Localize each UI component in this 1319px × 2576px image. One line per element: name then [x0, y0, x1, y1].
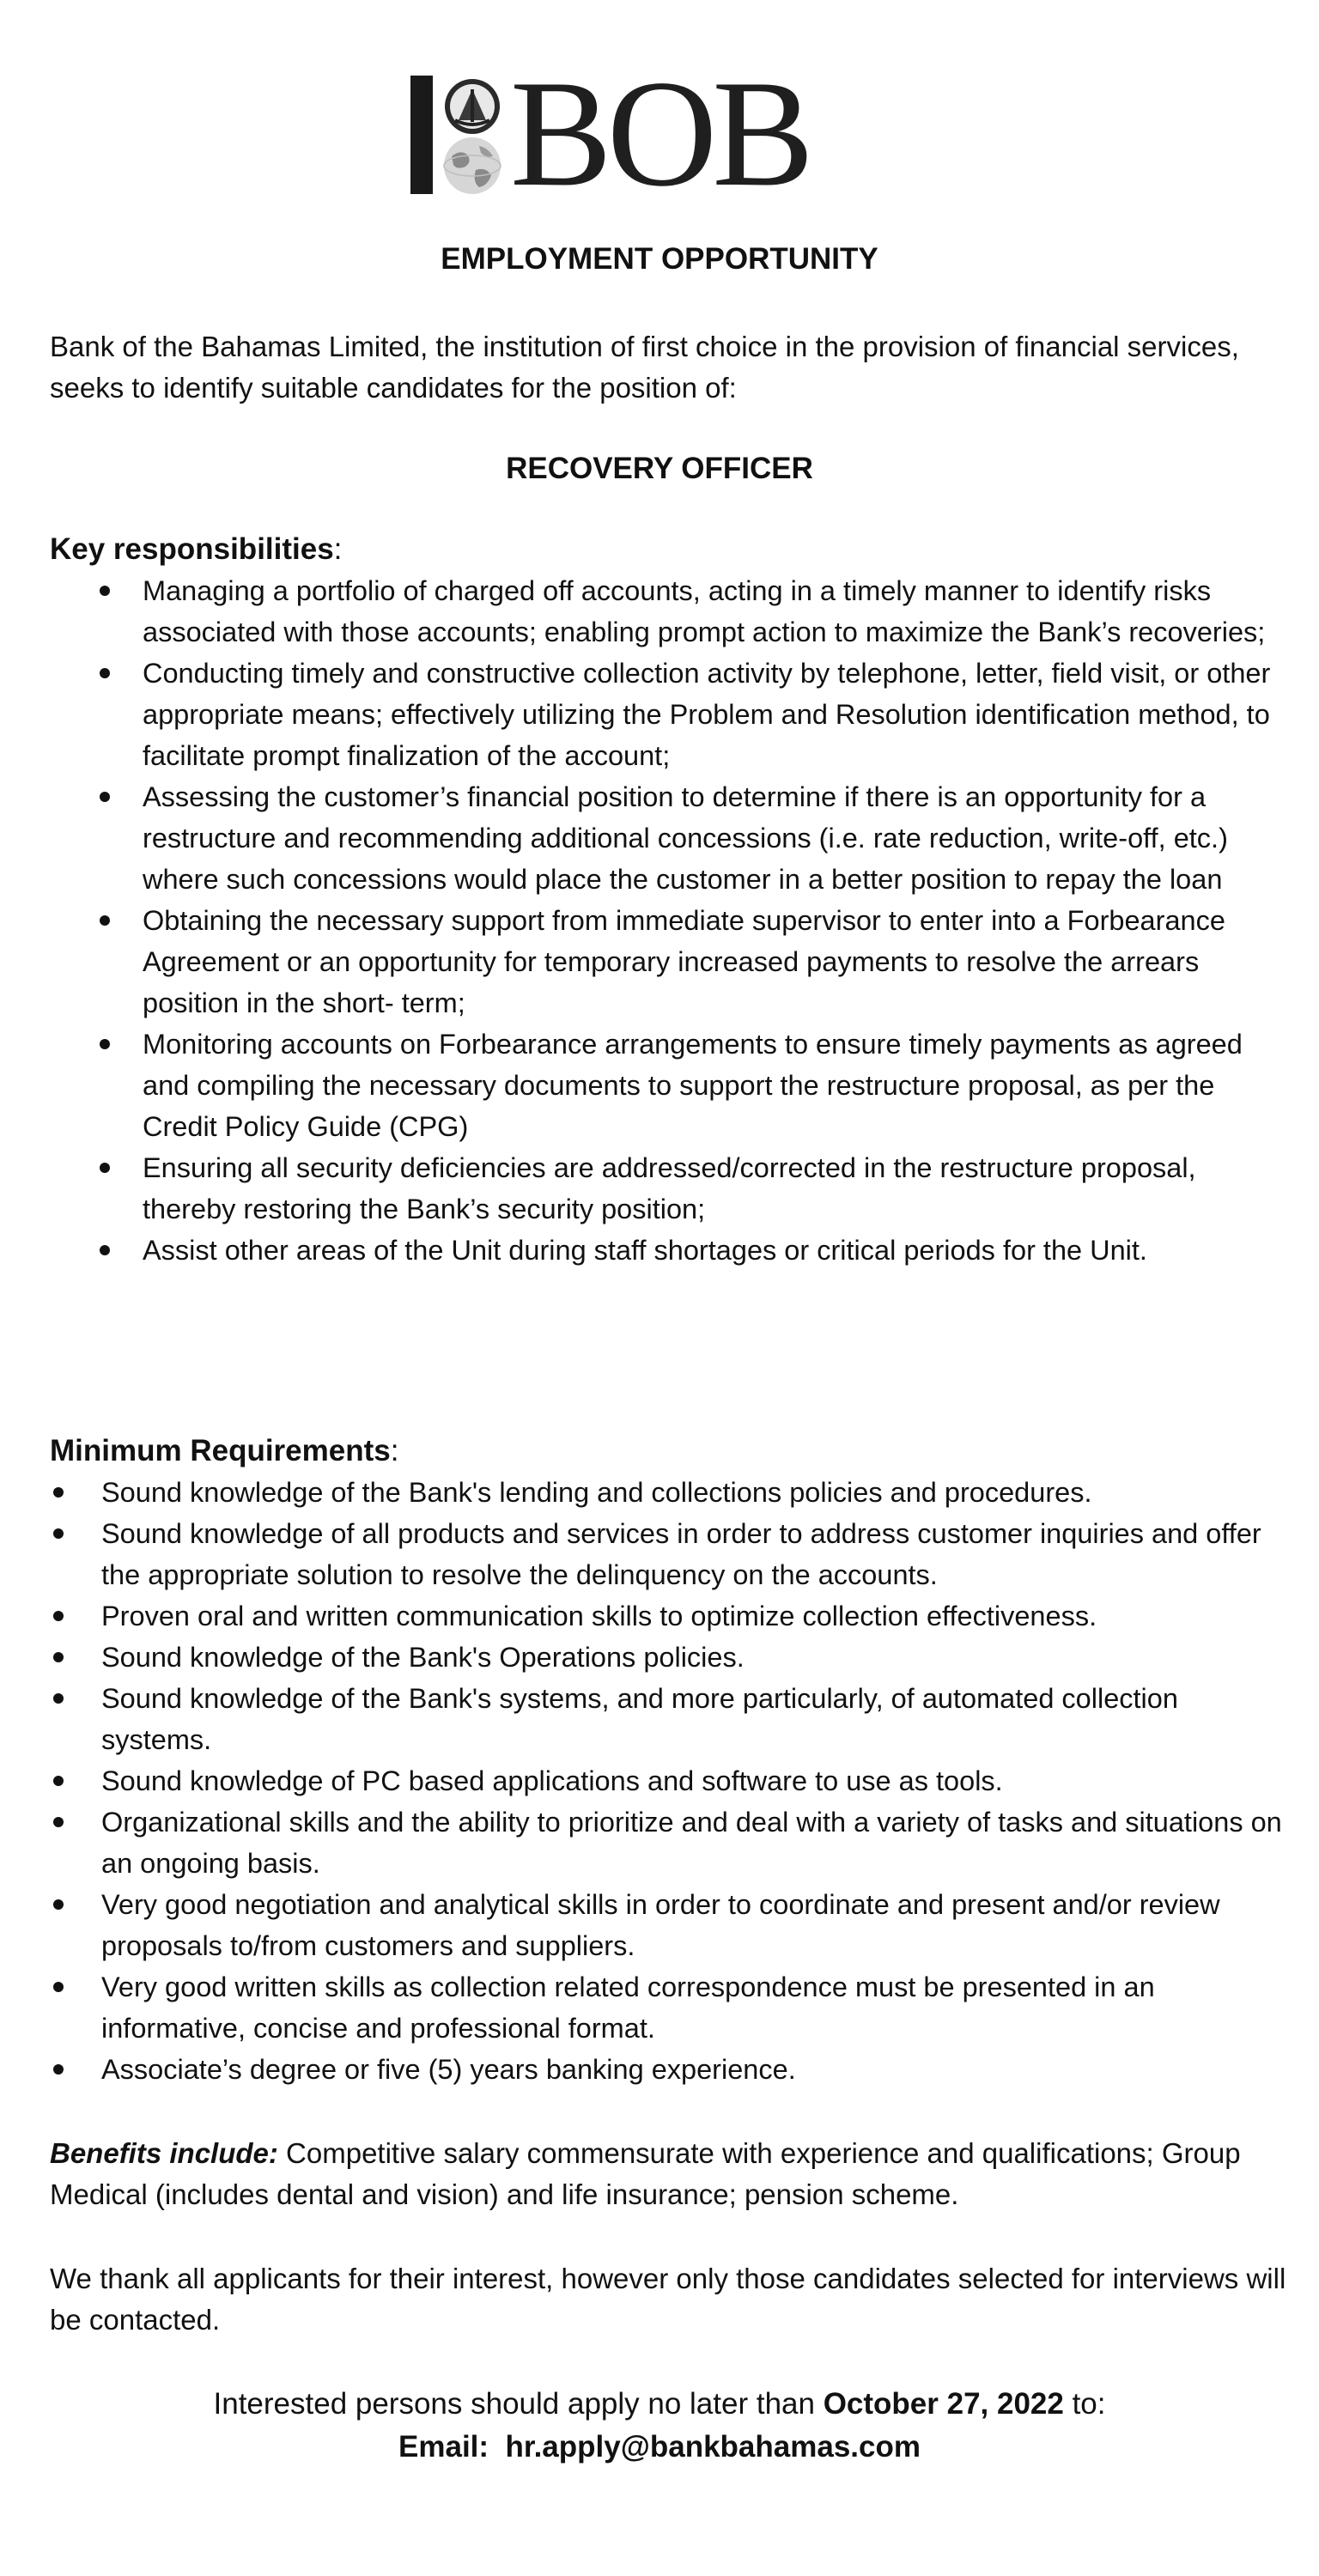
- intro-paragraph: Bank of the Bahamas Limited, the institution of first choice in the provision of financial services, seeks to identify suitable candidates for the position of:: [50, 331, 1239, 404]
- responsibilities-heading-colon: :: [333, 532, 343, 566]
- list-item: [101, 1760, 1286, 1801]
- benefits-paragraph: [50, 2133, 1286, 2215]
- bullet-icon: [100, 1163, 110, 1173]
- email-link[interactable]: hr.apply@bankbahamas.com: [505, 2430, 921, 2464]
- benefits-label: Benefits include:: [50, 2137, 278, 2169]
- bullet-icon: [100, 668, 110, 678]
- bullet-icon: [53, 1693, 64, 1704]
- list-item-text: Sound knowledge of all products and services in order to address customer inquiries and offer the appropriate solution to resolve the delinquency on the accounts.: [101, 1518, 1261, 1590]
- list-item: [143, 1230, 1285, 1271]
- list-item: [101, 1637, 1286, 1678]
- list-item: [101, 1678, 1286, 1760]
- list-item-text: Ensuring all security deficiencies are addressed/corrected in the restructure proposal, thereby restoring the Bank’s security position;: [143, 1152, 1196, 1224]
- list-item-text: Sound knowledge of PC based applications and software to use as tools.: [101, 1765, 1003, 1796]
- list-item: [101, 1513, 1286, 1595]
- list-item: [143, 1147, 1285, 1230]
- bullet-icon: [53, 1611, 64, 1621]
- bullet-icon: [53, 1652, 64, 1662]
- list-item-text: Sound knowledge of the Bank's lending and collections policies and procedures.: [101, 1477, 1092, 1508]
- bullet-icon: [100, 1039, 110, 1049]
- list-item-text: Obtaining the necessary support from immediate supervisor to enter into a Forbearance Agreement or an opportunity for temporary increased payments to resolve the arrears position in the short- term;: [143, 905, 1225, 1018]
- list-item: [143, 1024, 1285, 1147]
- list-item: [101, 2049, 1286, 2090]
- list-item-text: Assist other areas of the Unit during staff shortages or critical periods for the Unit.: [143, 1235, 1147, 1266]
- responsibilities-heading-text: Key responsibilities: [50, 532, 334, 566]
- list-item-text: Conducting timely and constructive collection activity by telephone, letter, field visit, or other appropriate means; effectively utilizing the Problem and Resolution identification method, to facilitate prompt finalization of the account;: [143, 658, 1271, 771]
- list-item-text: Monitoring accounts on Forbearance arrangements to ensure timely payments as agreed and compiling the necessary documents to support the restructure proposal, as per the Credit Policy Guide (CPG): [143, 1029, 1243, 1142]
- list-item-text: Sound knowledge of the Bank's systems, and more particularly, of automated collection systems.: [101, 1683, 1178, 1755]
- list-item-text: Organizational skills and the ability to prioritize and deal with a variety of tasks and situations on an ongoing basis.: [101, 1807, 1282, 1879]
- apply-deadline: October 27, 2022: [823, 2387, 1064, 2421]
- list-item: [101, 1801, 1286, 1884]
- logo-wordmark: BOB: [510, 48, 809, 218]
- bullet-icon: [53, 1982, 64, 1992]
- email-line: [0, 2427, 1319, 2468]
- bullet-icon: [53, 1528, 64, 1539]
- list-item: [101, 1884, 1286, 1966]
- benefits-text: Competitive salary commensurate with experience and qualifications; Group Medical (includes dental and vision) and life insurance; pension scheme.: [50, 2137, 1241, 2210]
- bullet-icon: [53, 2064, 64, 2075]
- list-item: [143, 570, 1285, 653]
- list-item-text: Proven oral and written communication skills to optimize collection effectiveness.: [101, 1601, 1097, 1631]
- bullet-icon: [100, 915, 110, 926]
- responsibilities-heading: [50, 529, 342, 570]
- apply-prefix: Interested persons should apply no later than: [213, 2387, 824, 2421]
- bullet-icon: [100, 586, 110, 596]
- bullet-icon: [53, 1776, 64, 1786]
- list-item: [143, 776, 1285, 900]
- list-item-text: Very good written skills as collection related correspondence must be presented in an informative, concise and professional format.: [101, 1971, 1155, 2044]
- bullet-icon: [53, 1487, 64, 1498]
- email-label: Email:: [398, 2430, 489, 2464]
- list-item: [143, 653, 1285, 776]
- list-item-text: Sound knowledge of the Bank's Operations policies.: [101, 1642, 745, 1673]
- list-item-text: Assessing the customer’s financial position to determine if there is an opportunity for a restructure and recommending additional concessions (i.e. rate reduction, write-off, etc.) where such concessions would place the customer in a better position to repay the loan: [143, 781, 1228, 895]
- list-item: [143, 900, 1285, 1024]
- bullet-icon: [53, 1817, 64, 1827]
- bullet-icon: [100, 1245, 110, 1255]
- list-item-text: Associate’s degree or five (5) years banking experience.: [101, 2054, 796, 2085]
- bullet-icon: [100, 792, 110, 802]
- list-item: [101, 1472, 1286, 1513]
- bank-seal-icon: [441, 77, 503, 136]
- list-item: [101, 1595, 1286, 1637]
- bob-logo: [409, 48, 915, 218]
- apply-line: [0, 2384, 1319, 2425]
- logo-bar: [410, 76, 433, 194]
- responsibilities-list: [143, 570, 1285, 1271]
- requirements-heading-text: Minimum Requirements: [50, 1434, 391, 1467]
- page-title: EMPLOYMENT OPPORTUNITY: [441, 242, 878, 276]
- thanks-paragraph: We thank all applicants for their interest, however only those candidates selected for interviews will be contacted.: [50, 2263, 1286, 2336]
- list-item-text: Managing a portfolio of charged off accounts, acting in a timely manner to identify risks associated with those accounts; enabling prompt action to maximize the Bank’s recoveries;: [143, 575, 1266, 647]
- list-item-text: Very good negotiation and analytical skills in order to coordinate and present and/or review proposals to/from customers and suppliers.: [101, 1889, 1220, 1961]
- apply-suffix: to:: [1063, 2387, 1106, 2421]
- requirements-heading-colon: :: [390, 1434, 399, 1467]
- requirements-list: [101, 1472, 1286, 2090]
- position-title: RECOVERY OFFICER: [506, 452, 813, 485]
- list-item: [101, 1966, 1286, 2049]
- requirements-heading: [50, 1431, 398, 1472]
- globe-icon: [441, 136, 503, 196]
- bullet-icon: [53, 1899, 64, 1910]
